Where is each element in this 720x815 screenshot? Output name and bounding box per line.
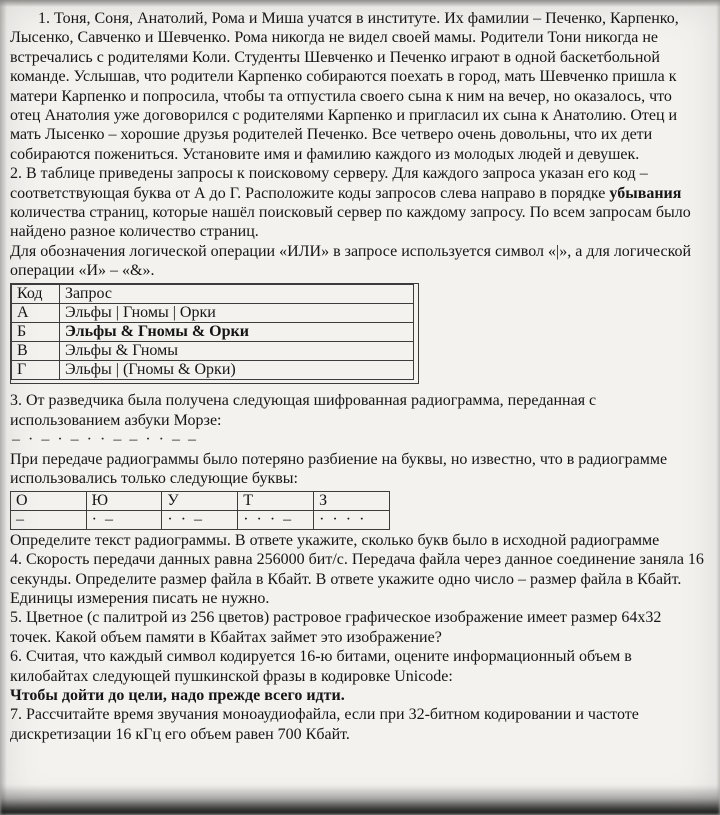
query-table-header-query: Запрос xyxy=(60,284,414,303)
query-code-cell: В xyxy=(12,341,60,360)
query-text-cell: Эльфы | (Гномы & Орки) xyxy=(60,360,414,379)
morse-letter-cell: У xyxy=(162,491,238,510)
morse-letter-cell: З xyxy=(314,491,390,510)
query-text-cell: Эльфы & Гномы & Орки xyxy=(60,322,414,341)
problem-7-text xyxy=(10,705,706,744)
problem-5-text xyxy=(10,608,706,647)
problem-2-bold-word: убывания xyxy=(609,184,682,202)
query-text-cell: Эльфы & Гномы xyxy=(60,341,414,360)
problem-2-body-start: 2. В таблице приведены запросы к поисковому серверу. Для каждого запроса указан его код – соответствующая буква от А до Г. Расположите коды запросов слева направо в порядке xyxy=(10,165,648,202)
problem-5-body: 5. Цветное (с палитрой из 256 цветов) растровое графическое изображение имеет размер 64x32 точек. Какой объем памяти в Кбайтах займет это изображение? xyxy=(10,609,662,646)
problem-2-text xyxy=(10,164,706,242)
problem-3-question xyxy=(10,531,706,550)
problem-3-middle xyxy=(10,450,706,489)
query-code-cell: Б xyxy=(12,322,60,341)
problem-3-question-body: Определите текст радиограммы. В ответе укажите, сколько букв было в исходной радиограмме xyxy=(10,531,660,549)
problem-6-quote xyxy=(10,686,706,705)
problem-2-operators-note xyxy=(10,242,706,281)
morse-letter-cell: Ю xyxy=(86,491,162,510)
morse-table xyxy=(10,491,390,530)
morse-codes-row xyxy=(11,510,390,529)
morse-code-cell: · · – xyxy=(162,510,238,529)
problem-2-body-end: количества страниц, которые нашёл поисковый сервер по каждому запросу. По всем запросам было найдено разное количество страниц. xyxy=(10,204,691,241)
morse-letters-row xyxy=(11,491,390,510)
morse-code-cell: · · · · xyxy=(314,510,390,529)
query-table-row xyxy=(12,303,414,322)
query-code-cell: Г xyxy=(12,360,60,379)
problem-6-body: 6. Считая, что каждый символ кодируется 16-ю битами, оцените информационный объем в килобайтах следующей пушкинской фразы в кодировке Unicode: xyxy=(10,648,632,685)
morse-code-cell: · – xyxy=(86,510,162,529)
problem-3-middle-body: При передаче радиограммы было потеряно разбиение на буквы, но известно, что в радиограмме использовались только следующие буквы: xyxy=(10,450,668,488)
problem-1-text xyxy=(10,9,706,164)
query-table xyxy=(11,284,414,380)
problem-3-intro xyxy=(10,391,706,430)
morse-code-cell: · · · – xyxy=(238,510,314,529)
morse-letter-cell: О xyxy=(11,491,87,510)
problem-6-text xyxy=(10,647,706,686)
query-table-row xyxy=(12,341,414,360)
problem-2-note-body: Для обозначения логической операции «ИЛИ» в запросе используется символ «|», а для логической операции «И» – «&». xyxy=(10,242,692,280)
query-text-cell: Эльфы | Гномы | Орки xyxy=(60,303,414,322)
problem-4-body: 4. Скорость передачи данных равна 256000 бит/с. Передача файла через данное соединение заняла 16 секунды. Определите размер файла в Кбайт. В ответе укажите одно число – размер файла в Кбайт. Единицы измерения писать не нужно. xyxy=(10,551,704,607)
morse-radiogram: – · – · – · · – – · · – – xyxy=(12,430,198,448)
query-table-header-row xyxy=(12,284,414,303)
problem-6-quote-body: Чтобы дойти до цели, надо прежде всего идти. xyxy=(10,686,345,704)
morse-letter-cell: Т xyxy=(238,491,314,510)
problem-1-body: 1. Тоня, Соня, Анатолий, Рома и Миша учатся в институте. Их фамилии – Печенко, Карпенко, Лысенко, Савченко и Шевченко. Рома никогда не видел своей мамы. Родители Тони никогда не встречались с родителями Коли. Студенты Шевченко и Печенко играют в одной баскетбольной команде. Услышав, что родители Карпенко собираются поехать в город, мать Шевченко пришла к матери Карпенко и попросила, чтобы та отпустила своего сына к ним на вечер, но оказалось, что отец Анатолия уже договорился с родителями Карпенко и пригласил их сына к Анатолию. Отец и мать Лысенко – хорошие друзья родителей Печенко. Все четверо очень довольны, что их дети собираются пожениться. Установите имя и фамилию каждого из молодых людей и девушек. xyxy=(10,10,679,163)
morse-code-cell: – xyxy=(11,510,87,529)
problem-4-text xyxy=(10,550,706,608)
query-table-frame xyxy=(10,283,419,384)
query-table-row xyxy=(12,322,414,341)
query-table-header-code: Код xyxy=(12,284,60,303)
problem-7-body: 7. Рассчитайте время звучания моноаудиофайла, если при 32-битном кодировании и частоте дискретизации 16 кГц его объем равен 700 Кбайт. xyxy=(10,706,639,743)
problem-3-intro-body: 3. От разведчика была получена следующая шифрованная радиограмма, переданная с использованием азбуки Морзе: xyxy=(10,392,597,429)
query-code-cell: А xyxy=(12,303,60,322)
query-table-row xyxy=(12,360,414,379)
